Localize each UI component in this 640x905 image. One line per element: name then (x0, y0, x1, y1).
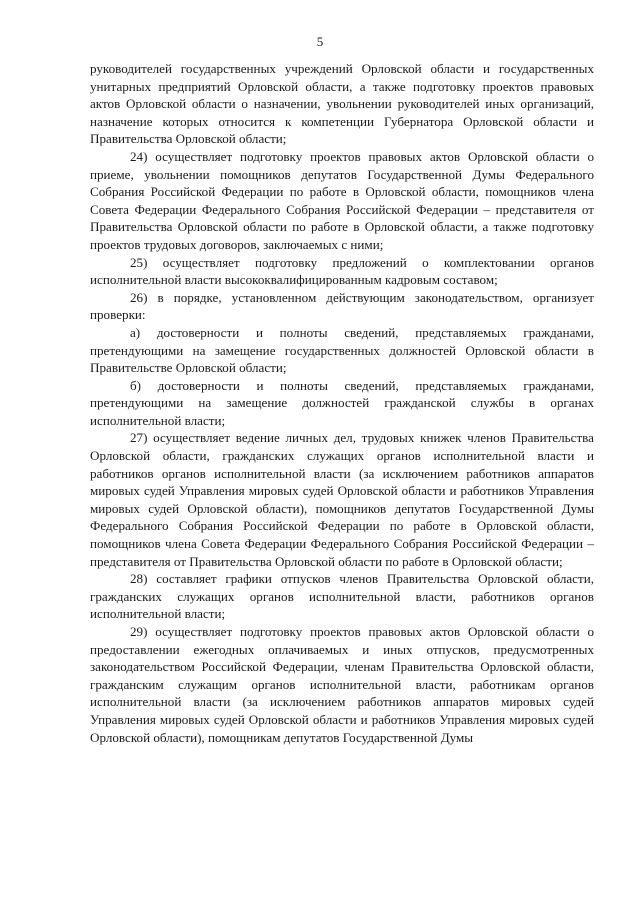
document-body (90, 60, 594, 746)
paragraph: а) достоверности и полноты сведений, представляемых гражданами, претендующими на замещение государственных должностей Орловской области в Правительстве Орловской области; (90, 324, 594, 376)
paragraph: руководителей государственных учреждений Орловской области и государственных унитарных предприятий Орловской области, а также подготовку проектов правовых актов Орловской области о назначении, увольнении руководителей иных организаций, назначение которых относится к компетенции Губернатора Орловской области и Правительства Орловской области; (90, 61, 594, 147)
paragraph: 28) составляет графики отпусков членов Правительства Орловской области, гражданских служащих органов исполнительной власти, работников органов исполнительной власти; (90, 571, 594, 622)
paragraph: 27) осуществляет ведение личных дел, трудовых книжек членов Правительства Орловской области, гражданских служащих органов исполнительной власти и работников органов исполнительной власти (за исключением работников аппаратов мировых судей Управления мировых судей Орловской области и работников Управления мировых судей Орловской области), помощников депутатов Государственной Думы Федерального Собрания Российской Федерации по работе в Орловской области, помощников члена Совета Федерации Федерального Собрания Российской Федерации – представителя от Правительства Орловской области по работе в Орловской области; (90, 430, 594, 569)
paragraph: 25) осуществляет подготовку предложений о комплектовании органов исполнительной власти высококвалифицированным кадровым составом; (90, 254, 594, 288)
paragraph: 29) осуществляет подготовку проектов правовых актов Орловской области о предоставлении ежегодных оплачиваемых и иных отпусков, предусмотренных законодательством Российской Федерации, членам Правительства Орловской области, гражданским служащим органов исполнительной власти, работникам органов исполнительной власти (за исключением работников аппаратов мировых судей Управления мировых судей Орловской области и работников Управления мировых судей Орловской области), помощникам депутатов Государственной Думы (90, 624, 594, 745)
paragraph: 24) осуществляет подготовку проектов правовых актов Орловской области о приеме, увольнении помощников депутатов Государственной Думы Федерального Собрания Российской Федерации по работе в Орловской области, помощников члена Совета Федерации Федерального Собрания Российской Федерации – представителя от Правительства Орловской области по работе в Орловской области, а также подготовку проектов трудовых договоров, заключаемых с ними; (90, 148, 594, 252)
paragraph: б) достоверности и полноты сведений, представляемых гражданами, претендующими на замещение должностей гражданской службы в органах исполнительной власти; (90, 377, 594, 428)
paragraph: 26) в порядке, установленном действующим законодательством, организует проверки: (90, 289, 594, 323)
page-number: 5 (316, 34, 324, 49)
